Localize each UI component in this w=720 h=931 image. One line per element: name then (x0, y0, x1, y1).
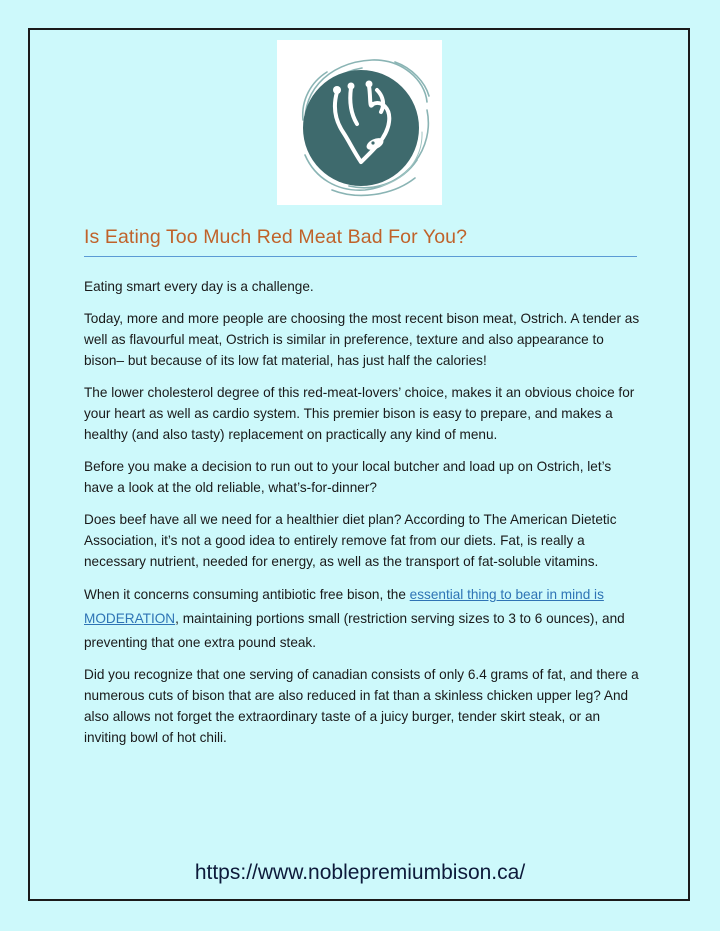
moderation-link[interactable]: essential thing to bear in mind is MODERATION (84, 587, 604, 626)
brand-logo (277, 40, 442, 205)
article-body (84, 276, 640, 759)
paragraph-6-tail: , maintaining portions small (restriction serving sizes to 3 to 6 ounces), and preventing that one extra pound steak. (84, 611, 625, 650)
paragraph-3: The lower cholesterol degree of this red-meat-lovers’ choice, makes it an obvious choice for your heart as well as cardio system. This premier bison is easy to prepare, and makes a healthy (and also tasty) replacement on practically any kind of menu. (84, 385, 635, 442)
footer-url[interactable]: https://www.noblepremiumbison.ca/ (194, 861, 526, 884)
paragraph-6-lead: When it concerns consuming antibiotic free bison, the (84, 587, 410, 602)
paragraph-7: Did you recognize that one serving of canadian consists of only 6.4 grams of fat, and there a numerous cuts of bison that are also reduced in fat than a skinless chicken upper leg? And also allows not forget the extraordinary taste of a juicy burger, tender skirt steak, or an inviting bowl of hot chili. (84, 667, 639, 745)
ostrich-heart-logo-icon (277, 40, 442, 205)
article-title: Is Eating Too Much Red Meat Bad For You? (84, 226, 468, 248)
paragraph-1: Eating smart every day is a challenge. (84, 279, 314, 294)
title-divider (84, 256, 637, 257)
paragraph-6 (84, 583, 640, 655)
paragraph-2: Today, more and more people are choosing the most recent bison meat, Ostrich. A tender as well as flavourful meat, Ostrich is similar in preference, texture and also appearance to bison– but because of its low fat material, has just half the calories! (84, 311, 640, 368)
paragraph-4: Before you make a decision to run out to your local butcher and load up on Ostrich, let’s have a look at the old reliable, what’s-for-dinner? (84, 459, 612, 495)
paragraph-5: Does beef have all we need for a healthier diet plan? According to The American Dietetic Association, it’s not a good idea to entirely remove fat from our diets. Fat, is really a necessary nutrient, needed for energy, as well as the transport of fat-soluble vitamins. (84, 512, 617, 569)
